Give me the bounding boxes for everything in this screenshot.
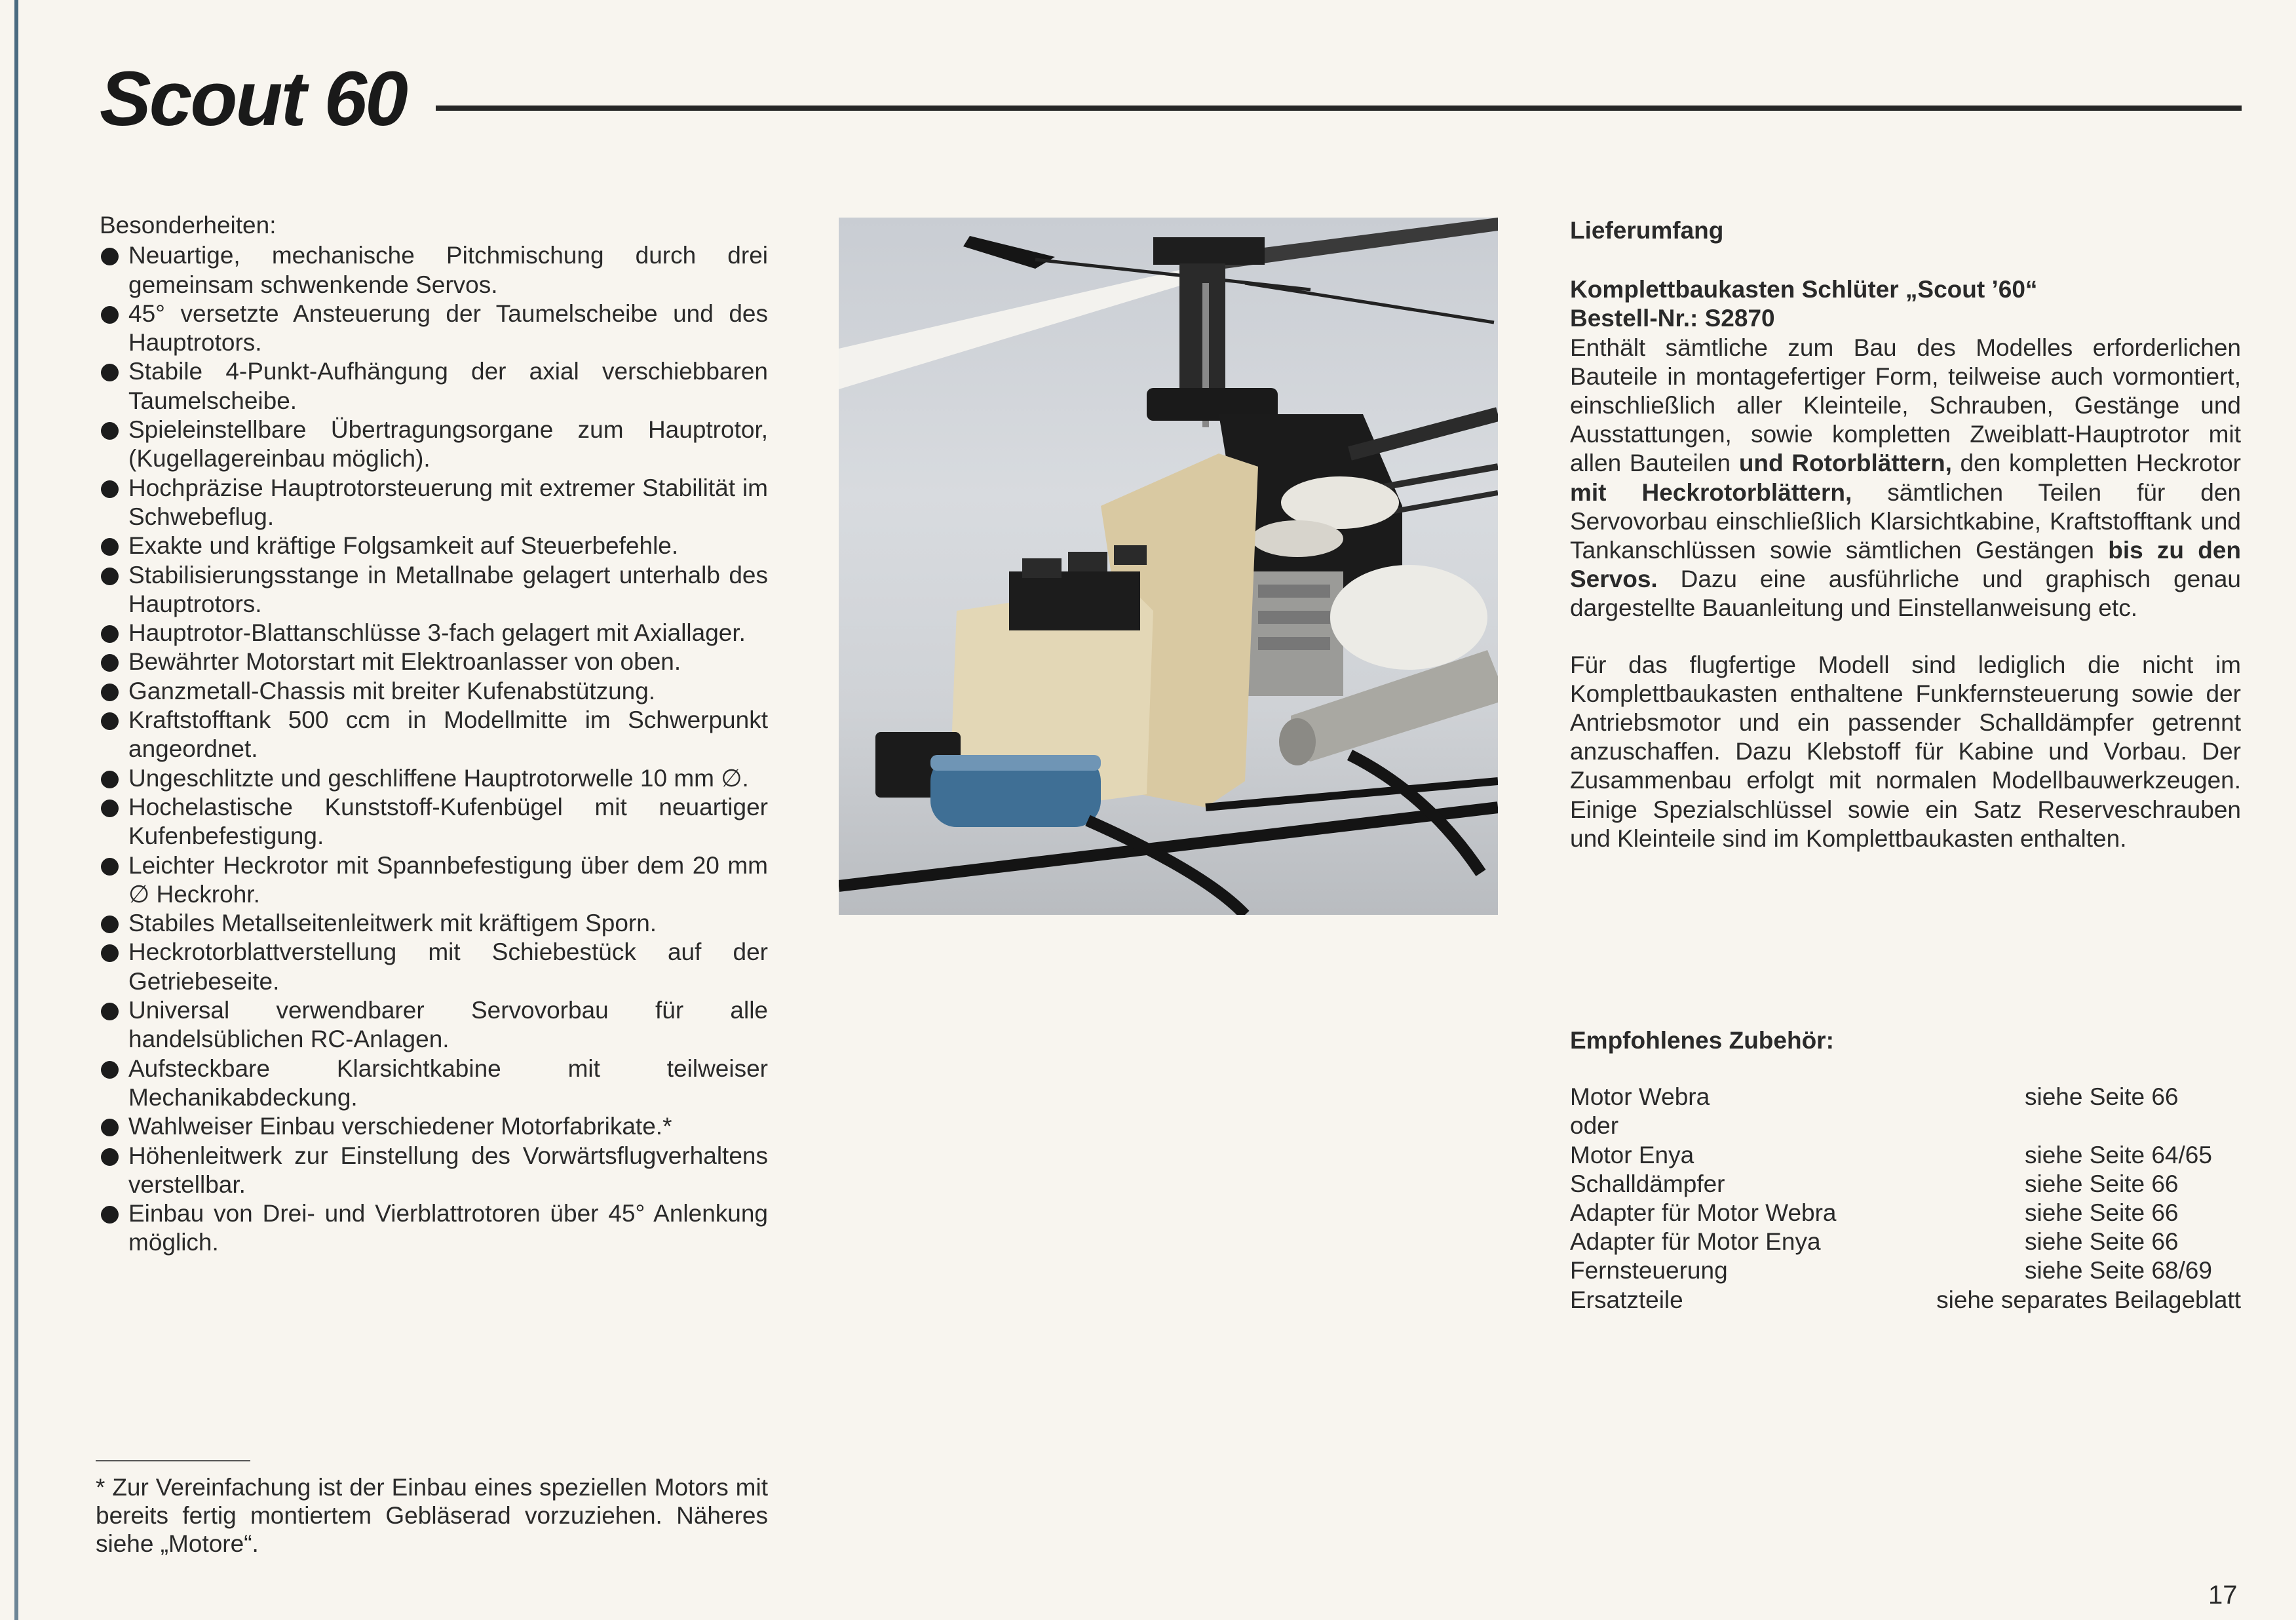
bullet-icon	[101, 684, 119, 701]
list-item: Aufsteckbare Klarsichtkabine mit teilweiser Mechanikabdeckung.	[100, 1054, 768, 1113]
features-heading: Besonderheiten:	[100, 212, 277, 239]
bullet-icon	[101, 916, 119, 933]
list-item: Stabiles Metallseitenleitwerk mit kräftigem Sporn.	[100, 909, 768, 938]
kit-name: Komplettbaukasten Schlüter „Scout ’60“	[1570, 276, 2038, 303]
list-item: Hochpräzise Hauptrotorsteuerung mit extremer Stabilität im Schwebeflug.	[100, 474, 768, 532]
bullet-icon	[101, 1119, 119, 1136]
bullet-icon	[101, 538, 119, 556]
footnote-rule	[96, 1460, 250, 1461]
order-number: Bestell-Nr.: S2870	[1570, 305, 1775, 332]
table-row: Adapter für Motor Enya siehe Seite 66	[1570, 1228, 2179, 1256]
bullet-icon	[101, 480, 119, 498]
list-item: Exakte und kräftige Folgsamkeit auf Steuerbefehle.	[100, 531, 768, 560]
scope-heading: Lieferumfang	[1570, 217, 1724, 244]
accessories-heading: Empfohlenes Zubehör:	[1570, 1027, 1834, 1054]
bullet-icon	[101, 568, 119, 585]
list-item: Neuartige, mechanische Pitchmischung durch drei gemeinsam schwenkende Servos.	[100, 241, 768, 299]
list-item: Stabile 4-Punkt-Aufhängung der axial verschiebbaren Taumelscheibe.	[100, 357, 768, 415]
page-edge-bar	[14, 0, 18, 1620]
bullet-icon	[101, 1148, 119, 1166]
title-rule	[436, 106, 2242, 111]
list-item: Universal verwendbarer Servovorbau für alle handelsüblichen RC-Anlagen.	[100, 996, 768, 1054]
list-item: Bewährter Motorstart mit Elektroanlasser von oben.	[100, 647, 768, 676]
scope-paragraph-2: Für das flugfertige Modell sind lediglich die nicht im Komplettbaukasten enthaltene Funkfernsteuerung sowie der Antriebsmotor und ein passender Schalldämpfer getrennt anzuschaffen. Dazu Klebstoff für Kabine und Vorbau. Der Zusammenbau erfolgt mit normalen Modellbauwerkzeugen. Einige Spezialschlüssel sowie ein Satz Reserveschrauben und Kleinteile sind im Komplettbaukasten enthalten.	[1570, 651, 2241, 852]
list-item: Hauptrotor-Blattanschlüsse 3-fach gelagert mit Axiallager.	[100, 619, 768, 647]
bullet-icon	[101, 800, 119, 817]
list-item: Wahlweiser Einbau verschiedener Motorfabrikate.*	[100, 1112, 768, 1141]
list-item: Leichter Heckrotor mit Spannbefestigung über dem 20 mm ∅ Heckrohr.	[100, 851, 768, 910]
scope-paragraph-1: Enthält sämtliche zum Bau des Modelles erforderlichen Bauteile in montagefertiger Form, teilweise auch vormontiert, einschließlich aller Kleinteile, Schrauben, Gestänge und Ausstattungen, sowie kompletten Zweiblatt-Hauptrotor mit allen Bauteilen und Rotorblättern, den kompletten Heckrotor mit Heckrotorblättern, sämtlichen Teilen für den Servovorbau einschließlich Klarsichtkabine, Kraftstofftank und Tankanschlüssen sowie sämtlichen Gestängen bis zu den Servos. Dazu eine ausführliche und graphisch genau dargestellte Bauanleitung und Einstellanweisung etc.	[1570, 334, 2242, 622]
bullet-icon	[101, 364, 119, 381]
list-item: Spieleinstellbare Übertragungsorgane zum Hauptrotor, (Kugellagereinbau möglich).	[100, 415, 768, 474]
bullet-icon	[101, 422, 119, 440]
list-item: Heckrotorblattverstellung mit Schiebestück auf der Getriebeseite.	[100, 938, 768, 996]
table-row: Motor Webra siehe Seite 66	[1570, 1083, 2179, 1111]
table-row: oder	[1570, 1112, 1619, 1140]
page-title: Scout 60	[100, 56, 406, 142]
bullet-icon	[101, 944, 119, 962]
table-row: Adapter für Motor Webra siehe Seite 66	[1570, 1199, 2179, 1227]
table-row: Ersatzteile siehe separates Beilageblatt	[1570, 1286, 2241, 1313]
bullet-icon	[101, 625, 119, 643]
bullet-icon	[101, 1061, 119, 1079]
list-item: Ungeschlitzte und geschliffene Hauptrotorwelle 10 mm ∅.	[100, 764, 768, 793]
list-item: 45° versetzte Ansteuerung der Taumelscheibe und des Hauptrotors.	[100, 299, 768, 358]
list-item: Einbau von Drei- und Vierblattrotoren über 45° Anlenkung möglich.	[100, 1199, 768, 1258]
list-item: Hochelastische Kunststoff-Kufenbügel mit neuartiger Kufenbefestigung.	[100, 793, 768, 851]
list-item: Höhenleitwerk zur Einstellung des Vorwärtsflugverhaltens verstellbar.	[100, 1142, 768, 1200]
table-row: Fernsteuerung siehe Seite 68/69	[1570, 1257, 2212, 1284]
page-number: 17	[2208, 1581, 2238, 1610]
table-row: Schalldämpfer siehe Seite 66	[1570, 1170, 2179, 1197]
bullet-icon	[101, 712, 119, 730]
bullet-icon	[101, 858, 119, 876]
features-section	[100, 211, 768, 1258]
bullet-icon	[101, 771, 119, 788]
bullet-icon	[101, 1206, 119, 1224]
accessories-section	[1570, 1026, 2241, 1315]
bullet-icon	[101, 306, 119, 324]
feature-list	[100, 241, 768, 1257]
list-item: Stabilisierungsstange in Metallnabe gelagert unterhalb des Hauptrotors.	[100, 561, 768, 619]
table-row: Motor Enya siehe Seite 64/65	[1570, 1141, 2212, 1168]
bullet-icon	[101, 1003, 119, 1020]
helicopter-photo	[839, 218, 1498, 915]
bullet-icon	[101, 654, 119, 672]
footnote: * Zur Vereinfachung ist der Einbau eines speziellen Motors mit bereits fertig montiertem Gebläserad vorzuziehen. Näheres siehe „Motore“.	[96, 1474, 768, 1557]
delivery-scope-section	[1570, 216, 2241, 853]
list-item: Ganzmetall-Chassis mit breiter Kufenabstützung.	[100, 677, 768, 706]
bullet-icon	[101, 248, 119, 265]
list-item: Kraftstofftank 500 ccm in Modellmitte im Schwerpunkt angeordnet.	[100, 706, 768, 764]
